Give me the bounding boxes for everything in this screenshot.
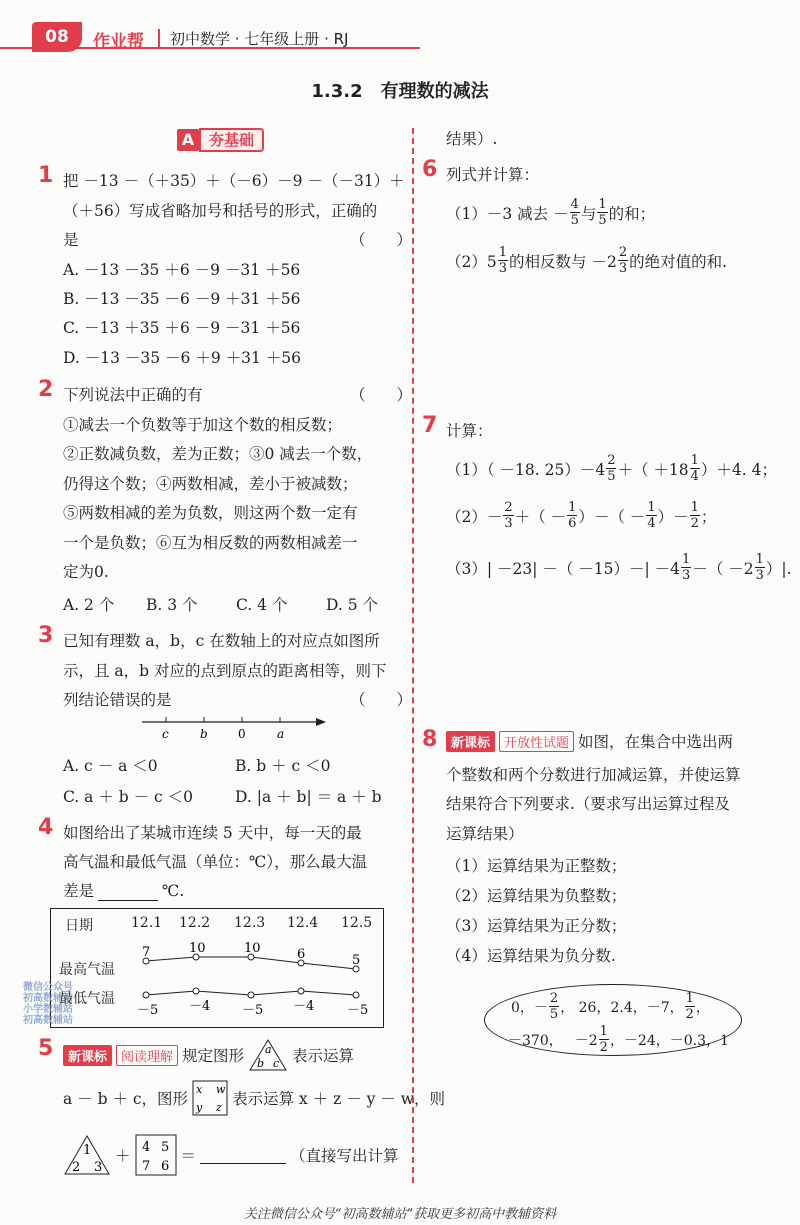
set-row-2 [508, 1024, 729, 1055]
example-box [135, 1134, 177, 1176]
temperature-table [50, 908, 384, 1028]
tri-label: c [273, 1057, 280, 1070]
low-value: －5 [347, 1003, 369, 1018]
q7-text: ＋（ ＋18 [617, 460, 689, 479]
table-header-date: 日期 [65, 918, 93, 934]
option-a: A. c － a ＜0 [63, 757, 158, 775]
q2-line: ①减去一个负数等于加这个数的相反数； [63, 416, 343, 434]
tag-open-question: 开放性试题 [499, 731, 574, 752]
q5-text: （直接写出计算 [290, 1147, 399, 1165]
fraction: $\frac{4}{5}$ [570, 197, 579, 228]
q7-text: ）＋4. 4； [700, 460, 777, 479]
option-b: B. 3 个 [146, 596, 198, 614]
set-text: 0， [511, 999, 534, 1016]
q7-part3 [446, 552, 792, 583]
q7-line: 计算： [446, 422, 493, 440]
set-text: － [533, 999, 548, 1016]
q7-text: ）－（ － [578, 507, 646, 526]
watermark-line: 小学数辅站 [23, 1004, 73, 1015]
fraction: $\frac{2}{3}$ [618, 245, 628, 276]
q2-line: ⑤两数相减的差为负数，则这两个数一定有 [63, 504, 358, 522]
q3-line: 已知有理数 a，b，c 在数轴上的对应点如图所 [63, 632, 380, 650]
option-c: C. 4 个 [236, 596, 288, 614]
set-text: －370， [508, 1032, 563, 1049]
q8-requirement: （2）运算结果为负整数； [446, 887, 627, 905]
axis-label-c: c [162, 727, 169, 741]
tag-new-curriculum: 新课标 [446, 731, 495, 752]
option-c: C. －13 ＋35 ＋6 －9 －31 ＋56 [63, 319, 301, 337]
q7-text: （3）| －23| －（ －15）－| －4 [446, 559, 681, 578]
q8-text: 如图，在集合中选出两 [578, 733, 734, 751]
q4-unit: ℃. [162, 882, 185, 900]
set-text: ， 26，2.4，－7， [560, 999, 684, 1016]
fraction: $\frac{1}{2}$ [599, 1024, 608, 1055]
equal-sign: ＝ [180, 1147, 197, 1165]
temperature-line-chart [51, 909, 383, 1027]
q2-line: ②正数减负数，差为正数；③0 减去一个数， [63, 445, 373, 463]
q8-line: 结果符合下列要求.（要求写出运算过程及 [446, 795, 730, 813]
box-label: y [196, 1101, 203, 1114]
q5-line [63, 1080, 445, 1116]
tri-value: 2 [72, 1160, 81, 1175]
box-label: x [196, 1083, 203, 1096]
q5-text: a － b ＋ c，图形 [63, 1090, 189, 1108]
tri-value: 3 [94, 1160, 103, 1175]
q1-line: 是 [63, 231, 79, 249]
tag-new-curriculum: 新课标 [63, 1045, 112, 1066]
watermark-line: 微信公众号 [23, 982, 73, 993]
axis-label-a: a [277, 727, 285, 741]
q7-part1 [446, 453, 777, 484]
high-value: 10 [189, 941, 206, 956]
option-d: D. 5 个 [326, 596, 379, 614]
q3-line: 列结论错误的是 [63, 691, 172, 709]
number-line [140, 712, 330, 746]
row-label-low: 最低气温 [59, 991, 115, 1007]
fraction: $\frac{1}{4}$ [690, 453, 699, 484]
badge-letter: A [177, 129, 199, 151]
q7-part2 [446, 500, 716, 531]
question-number: 7 [422, 413, 438, 438]
q6-part2 [446, 245, 727, 276]
low-value: －4 [189, 999, 211, 1014]
q7-text: （1）（ －18. 25）－4 [446, 460, 606, 479]
q7-text: ＋（ － [514, 507, 567, 526]
fraction: $\frac{1}{3}$ [498, 245, 508, 276]
answer-blank[interactable] [200, 1147, 286, 1164]
section-title: 1.3.2 有理数的减法 [311, 81, 489, 102]
option-a: A. 2 个 [63, 596, 115, 614]
q5-line [63, 1134, 399, 1176]
fraction: $\frac{1}{3}$ [755, 552, 764, 583]
set-text: －2 [574, 1032, 598, 1049]
q4-line [63, 879, 184, 901]
q4-line: 如图给出了某城市连续 5 天中，每一天的最 [63, 824, 362, 842]
answer-paren: （ ） [350, 231, 413, 249]
watermark-line: 初高数辅站 [23, 1015, 73, 1026]
q5-text: 规定图形 [182, 1047, 245, 1065]
q6-text: （2）5 [446, 252, 497, 271]
q1-line: （＋56）写成省略加号和括号的形式，正确的 [63, 202, 378, 220]
q5-text: 表示运算 [292, 1047, 355, 1065]
date-cell: 12.2 [179, 915, 211, 931]
fraction: $\frac{1}{2}$ [685, 991, 694, 1022]
box-figure [192, 1080, 228, 1116]
set-text: ，－24，－0.3，1 [609, 1032, 729, 1049]
brand-name: 作业帮 [93, 32, 144, 52]
q2-line: 下列说法中正确的有 [63, 386, 203, 404]
date-cell: 12.5 [341, 915, 373, 931]
question-number: 3 [38, 623, 54, 648]
fraction: $\frac{1}{6}$ [568, 500, 577, 531]
answer-paren: （ ） [350, 691, 413, 709]
question-number: 6 [422, 157, 438, 182]
q6-text: （1）－3 减去 － [446, 204, 569, 223]
question-number: 2 [38, 377, 54, 402]
option-a: A. －13 －35 ＋6 －9 －31 ＋56 [63, 261, 301, 279]
q6-text: 的相反数与 －2 [509, 252, 617, 271]
answer-paren: （ ） [350, 386, 413, 404]
box-value: 7 [141, 1159, 150, 1174]
answer-blank[interactable] [98, 882, 158, 901]
tri-value: 1 [83, 1143, 92, 1158]
option-c: C. a ＋ b － c ＜0 [63, 788, 194, 806]
option-b: B. －13 －35 －6 －9 ＋31 ＋56 [63, 290, 301, 308]
question-number: 5 [38, 1036, 54, 1061]
set-row-1 [511, 991, 710, 1022]
q5-text: 表示运算 x ＋ z － y － w，则 [232, 1090, 445, 1108]
q3-line: 示，且 a，b 对应的点到原点的距离相等，则下 [63, 662, 387, 680]
page-number: 08 [32, 22, 82, 52]
high-value: 6 [297, 947, 306, 962]
q8-requirement: （3）运算结果为正分数； [446, 917, 627, 935]
set-text: ， [695, 999, 710, 1016]
q8-requirement: （1）运算结果为正整数； [446, 857, 627, 875]
q2-line: 仍得这个数；④两数相减，差小于被减数； [63, 475, 358, 493]
q2-line: 一个是负数；⑥互为相反数的两数相减差一 [63, 534, 358, 552]
q7-text: ）－ [657, 507, 689, 526]
fraction: $\frac{2}{5}$ [549, 991, 559, 1022]
q6-part1 [446, 197, 655, 228]
q7-text: ； [700, 507, 717, 526]
fraction: $\frac{1}{2}$ [690, 500, 699, 531]
tri-label: a [265, 1043, 272, 1056]
high-value: 5 [352, 953, 361, 968]
box-value: 6 [160, 1159, 169, 1174]
fraction: $\frac{2}{5}$ [607, 453, 616, 484]
watermark-line: 初高数辅站 [23, 993, 73, 1004]
q2-line: 定为0. [63, 563, 109, 581]
badge-label: 夯基础 [199, 128, 264, 152]
book-title: 初中数学 · 七年级上册 · RJ [170, 30, 349, 48]
box-value: 5 [160, 1140, 169, 1155]
row-label-high: 最高气温 [59, 962, 115, 978]
fraction: $\frac{1}{5}$ [598, 197, 607, 228]
date-cell: 12.1 [131, 915, 163, 931]
section-badge [177, 127, 264, 152]
q4-text: 差是 [63, 882, 95, 900]
plus-sign: ＋ [115, 1147, 131, 1165]
box-label: w [216, 1083, 226, 1096]
date-cell: 12.3 [234, 915, 266, 931]
q6-line: 列式并计算： [446, 166, 540, 184]
q8-line: 运算结果） [446, 825, 524, 843]
q6-text: 的绝对值的和. [629, 252, 728, 271]
question-number: 8 [422, 727, 438, 752]
low-value: －5 [242, 1003, 264, 1018]
q7-text: －（ －2 [692, 559, 754, 578]
q8-line: 个整数和两个分数进行加减运算，并使运算 [446, 766, 741, 784]
fraction: $\frac{1}{4}$ [647, 500, 656, 531]
axis-label-zero: 0 [238, 727, 246, 741]
low-value: －5 [137, 1003, 159, 1018]
high-value: 10 [244, 941, 261, 956]
low-value: －4 [293, 999, 315, 1014]
option-d: D. －13 －35 －6 ＋9 ＋31 ＋56 [63, 349, 301, 367]
q6-text: 与 [580, 204, 597, 223]
high-value: 7 [142, 945, 151, 960]
q7-text: ）|. [765, 559, 792, 578]
q8-requirement: （4）运算结果为负分数. [446, 947, 616, 965]
date-cell: 12.4 [287, 915, 319, 931]
tag-reading: 阅读理解 [116, 1045, 178, 1066]
axis-label-b: b [200, 727, 208, 741]
box-label: z [216, 1101, 222, 1114]
example-triangle [63, 1134, 111, 1176]
q5-line [63, 1038, 354, 1072]
triangle-figure [248, 1038, 288, 1072]
box-value: 4 [141, 1140, 150, 1155]
option-b: B. b ＋ c ＜0 [235, 757, 331, 775]
q8-line [446, 730, 733, 752]
q5-continuation: 结果）. [446, 130, 498, 148]
q4-line: 高气温和最低气温（单位：℃），那么最大温 [63, 853, 368, 871]
q6-text: 的和； [608, 204, 656, 223]
fraction: $\frac{1}{3}$ [682, 552, 691, 583]
header-separator [158, 29, 160, 47]
question-number: 4 [38, 815, 54, 840]
column-divider [412, 128, 414, 1183]
tri-label: b [257, 1057, 265, 1070]
q1-line: 把 －13 －（＋35）＋（－6）－9 －（－31）＋ [63, 172, 405, 190]
q7-text: （2）－ [446, 507, 503, 526]
question-number: 1 [38, 163, 54, 188]
footer-note: 关注微信公众号“初高数辅站”获取更多初高中教辅资料 [243, 1207, 557, 1222]
fraction: $\frac{2}{3}$ [504, 500, 513, 531]
option-d: D. |a ＋ b| ＝ a ＋ b [235, 788, 382, 806]
